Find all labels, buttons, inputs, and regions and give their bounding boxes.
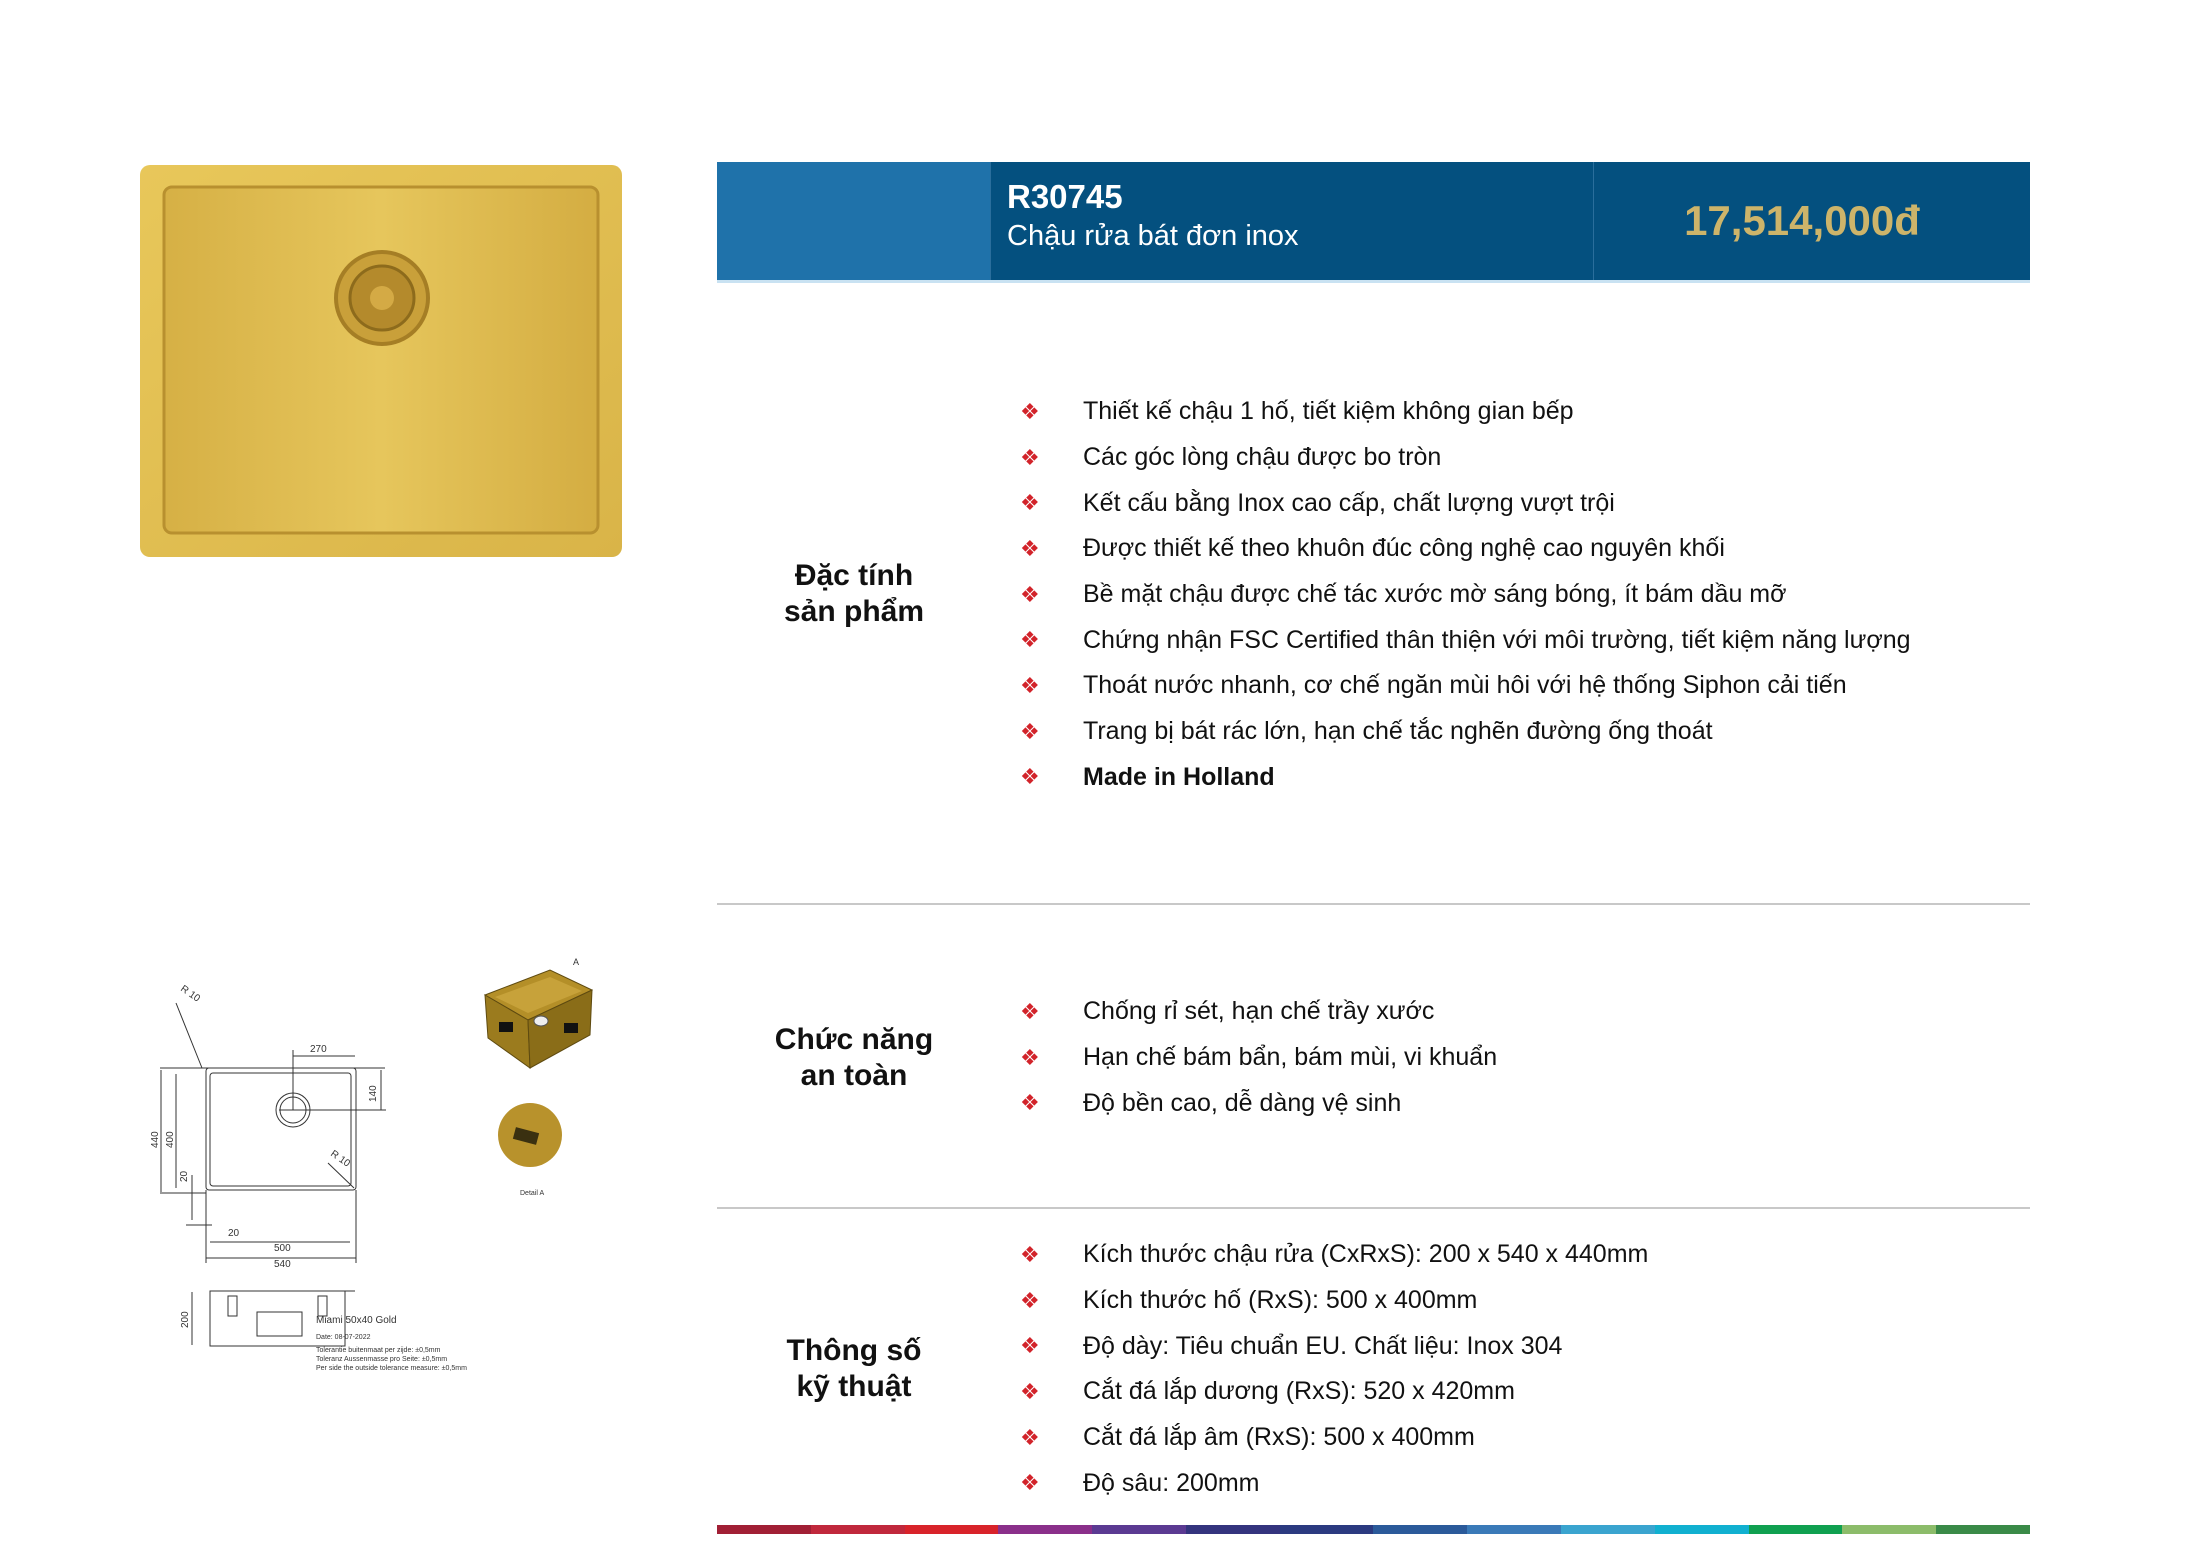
color-bar-segment [1373,1525,1467,1534]
color-bar-segment [1749,1525,1843,1534]
bullet-icon: ❖ [1020,1090,1040,1116]
product-name: Chậu rửa bát đơn inox [1007,220,1299,252]
section-label-features [729,558,979,630]
color-bar-segment [1467,1525,1561,1534]
item-text: Độ dày: Tiêu chuẩn EU. Chất liệu: Inox 304 [1083,1331,1563,1360]
item-text: Được thiết kế theo khuôn đúc công nghệ cao nguyên khối [1083,534,1725,563]
dim-440: 440 [150,1131,161,1148]
list-item [1018,1460,1648,1506]
sink-3d-view [485,957,592,1068]
list-item [1018,1080,1497,1126]
header-price-cell [1593,162,2030,280]
dim-140: 140 [368,1085,379,1102]
color-bar-segment [905,1525,999,1534]
item-text: Hạn chế bám bẩn, bám mùi, vi khuẩn [1083,1043,1498,1072]
dim-400: 400 [165,1131,176,1148]
detail-marker: A [573,957,580,967]
detail-label: Detail A [520,1190,545,1197]
color-bar-segment [1561,1525,1655,1534]
list-item [1018,663,1911,709]
product-header [717,162,2030,283]
label-line: Chức năng [774,1023,934,1056]
list-item [1018,435,1911,481]
label-line: an toàn [800,1059,908,1092]
label-line: Đặc tính [794,559,914,592]
label-line: sản phẩm [783,595,925,628]
item-text: Thiết kế chậu 1 hố, tiết kiệm không gian bếp [1083,397,1574,426]
color-bar-segment [1936,1525,2030,1534]
product-code: R30745 [1007,178,1123,215]
safety-list [1018,989,1497,1126]
item-text: Made in Holland [1083,762,1275,791]
color-bar-segment [1842,1525,1936,1534]
dim-500: 500 [274,1243,291,1254]
bullet-icon: ❖ [1020,672,1040,698]
bullet-icon: ❖ [1020,444,1040,470]
divider [717,903,2030,905]
color-bar-segment [1280,1525,1374,1534]
list-item [1018,755,1911,801]
bullet-icon: ❖ [1020,581,1040,607]
bullet-icon: ❖ [1020,1470,1040,1496]
bullet-icon: ❖ [1020,535,1040,561]
dim-20-v: 20 [179,1170,190,1182]
color-bar [717,1525,2030,1534]
item-text: Độ bền cao, dễ dàng vệ sinh [1083,1088,1402,1117]
item-text: Cắt đá lắp âm (RxS): 500 x 400mm [1083,1423,1475,1452]
list-item [1018,526,1911,572]
bullet-icon: ❖ [1020,718,1040,744]
features-list [1018,389,1911,800]
bullet-icon: ❖ [1020,490,1040,516]
dim-20-h: 20 [228,1228,240,1239]
divider [717,1207,2030,1209]
bullet-icon: ❖ [1020,1044,1040,1070]
list-item [1018,1369,1648,1415]
drawing-title: Miami 50x40 Gold [316,1315,397,1326]
item-text: Chứng nhận FSC Certified thân thiện với môi trường, tiết kiệm năng lượng [1083,625,1911,654]
item-text: Thoát nước nhanh, cơ chế ngăn mùi hôi với hệ thống Siphon cải tiến [1083,671,1847,700]
bullet-icon: ❖ [1020,627,1040,653]
list-item [1018,989,1497,1035]
list-item [1018,389,1911,435]
bullet-icon: ❖ [1020,398,1040,424]
item-text: Bề mặt chậu được chế tác xước mờ sáng bóng, ít bám dầu mỡ [1083,580,1787,609]
dim-200: 200 [180,1311,191,1328]
product-price: 17,514,000đ [1684,197,1920,244]
item-text: Trang bị bát rác lớn, hạn chế tắc nghẽn đường ống thoát [1083,717,1713,746]
product-photo [140,165,622,557]
list-item [1018,1278,1648,1324]
color-bar-segment [811,1525,905,1534]
color-bar-segment [1092,1525,1186,1534]
list-item [1018,1415,1648,1461]
list-item [1018,1232,1648,1278]
bullet-icon: ❖ [1020,1241,1040,1267]
item-text: Các góc lòng chậu được bo tròn [1083,443,1442,472]
tolerance-line: Tolerantie buitenmaat per zijde: ±0,5mm [316,1347,441,1354]
list-item [1018,1323,1648,1369]
list-item [1018,709,1911,755]
dim-540: 540 [274,1259,291,1270]
dim-270: 270 [310,1044,327,1055]
tolerance-line: Per side the outside tolerance measure: ±0,5mm [316,1365,467,1372]
color-bar-segment [1655,1525,1749,1534]
bullet-icon: ❖ [1020,998,1040,1024]
color-bar-segment [717,1525,811,1534]
list-item [1018,572,1911,618]
item-text: Kết cấu bằng Inox cao cấp, chất lượng vượt trội [1083,488,1615,517]
specs-list [1018,1232,1648,1506]
dim-r10-b: R 10 [328,1148,352,1170]
detail-a-view [498,1103,562,1197]
bullet-icon: ❖ [1020,764,1040,790]
item-text: Độ sâu: 200mm [1083,1468,1260,1497]
item-text: Chống rỉ sét, hạn chế trầy xước [1083,997,1435,1026]
header-title-cell [990,162,1593,280]
color-bar-segment [1186,1525,1280,1534]
bullet-icon: ❖ [1020,1378,1040,1404]
drawing-date: Date: 08-07-2022 [316,1334,371,1341]
item-text: Kích thước hố (RxS): 500 x 400mm [1083,1286,1478,1315]
list-item [1018,617,1911,663]
technical-drawing [140,950,700,1390]
item-text: Cắt đá lắp dương (RxS): 520 x 420mm [1083,1377,1515,1406]
color-bar-segment [998,1525,1092,1534]
label-line: kỹ thuật [796,1370,912,1403]
section-label-specs [729,1333,979,1405]
bullet-icon: ❖ [1020,1424,1040,1450]
dim-r10-a: R 10 [178,983,202,1005]
tolerance-line: Toleranz Aussenmasse pro Seite: ±0,5mm [316,1356,448,1363]
item-text: Kích thước chậu rửa (CxRxS): 200 x 540 x 440mm [1083,1240,1649,1269]
label-line: Thông số [786,1334,922,1367]
bullet-icon: ❖ [1020,1333,1040,1359]
list-item [1018,480,1911,526]
section-label-safety [729,1022,979,1094]
bullet-icon: ❖ [1020,1287,1040,1313]
header-accent [717,162,990,280]
list-item [1018,1035,1497,1081]
